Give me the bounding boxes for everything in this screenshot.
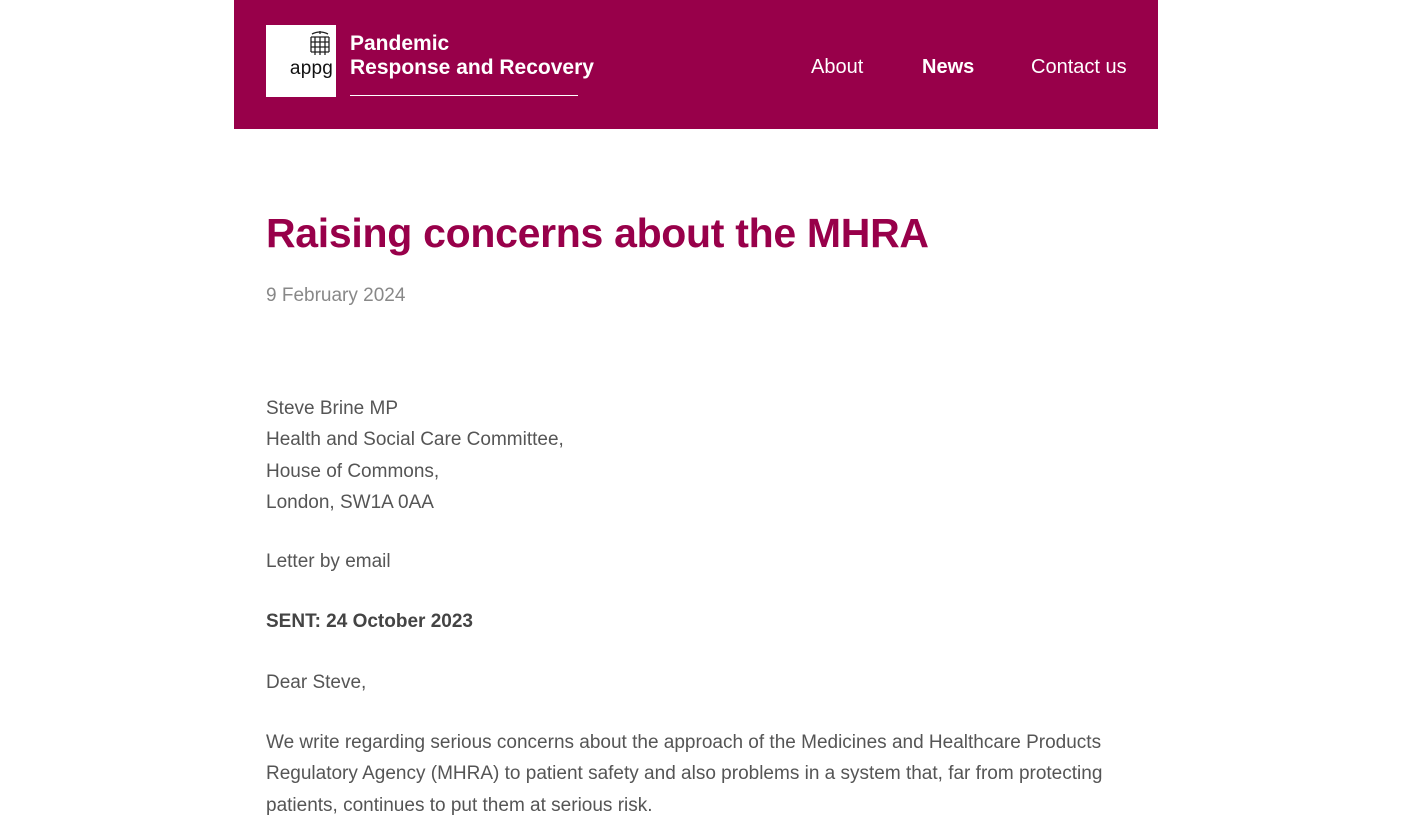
site-name-line2: Response and Recovery (350, 56, 594, 79)
address-line: Health and Social Care Committee, (266, 429, 564, 451)
nav-about[interactable]: About (811, 56, 864, 78)
site-name-line1: Pandemic (350, 32, 450, 55)
logo-underline (350, 95, 578, 96)
article-date: 9 February 2024 (266, 285, 406, 306)
site-name[interactable] (350, 32, 594, 80)
logo-appg-text: appg (289, 58, 333, 79)
address-line: London, SW1A 0AA (266, 491, 434, 513)
portcullis-icon (308, 30, 332, 56)
letter-by-email: Letter by email (266, 551, 391, 572)
address-line: House of Commons, (266, 460, 440, 482)
site-header (234, 0, 1158, 129)
recipient-address (266, 393, 564, 518)
sent-date: SENT: 24 October 2023 (266, 611, 473, 632)
page-title: Raising concerns about the MHRA (266, 210, 929, 256)
address-line: Steve Brine MP (266, 398, 398, 419)
nav-news[interactable]: News (922, 56, 975, 78)
logo[interactable] (266, 25, 336, 97)
body-paragraph: We write regarding serious concerns about the approach of the Medicines and Healthcare Products Regulatory Agency (MHRA) to patient safety and also problems in a system that, far from protecting patients, continues to put them at serious risk. (266, 732, 1103, 816)
nav-contact-us[interactable]: Contact us (1031, 56, 1127, 78)
salutation: Dear Steve, (266, 672, 367, 693)
